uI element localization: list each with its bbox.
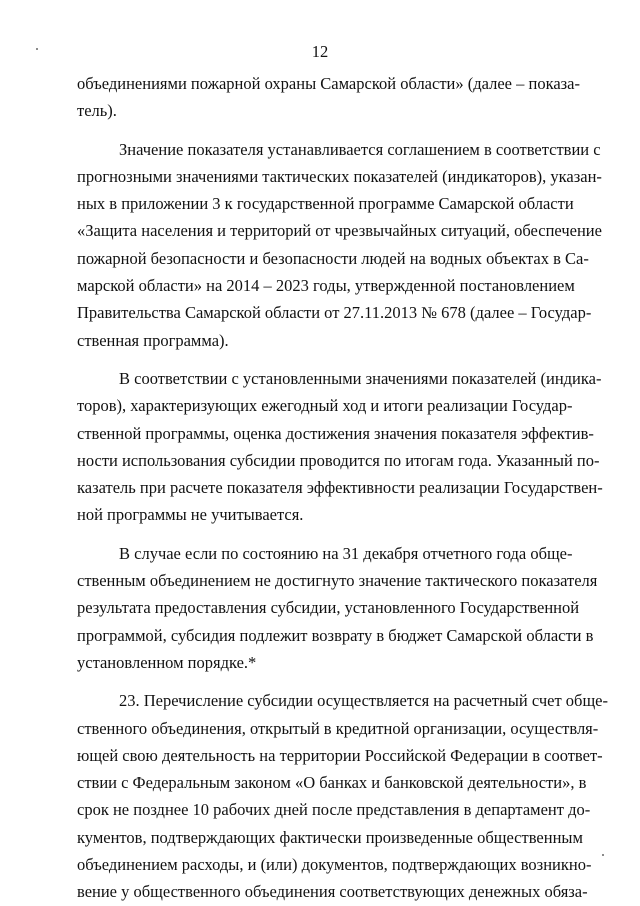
text-line: ных в приложении 3 к государственной программе Самарской области <box>77 194 574 214</box>
scan-speck <box>36 48 38 50</box>
text-line: результата предоставления субсидии, установленного Государственной <box>77 598 580 618</box>
text-line: установленном порядке.* <box>77 652 257 672</box>
text-line: ной программы не учитывается. <box>77 505 304 525</box>
text-line: ственного объединения, открытый в кредитной организации, осуществля- <box>77 718 599 738</box>
text-line: В соответствии с установленными значениями показателей (индика- <box>119 368 602 388</box>
paragraph-refund-condition <box>77 540 598 676</box>
text-line: «Защита населения и территорий от чрезвычайных ситуаций, обеспечение <box>77 221 602 241</box>
text-line: вение у общественного объединения соответствующих денежных обяза- <box>77 882 588 902</box>
text-line: 23. Перечисление субсидии осуществляется на расчетный счет обще- <box>119 691 608 711</box>
page-number: 12 <box>311 42 329 61</box>
paragraph-indicator-value <box>77 136 602 354</box>
text-line: объединениями пожарной охраны Самарской области» (далее – показа- <box>77 74 580 93</box>
text-line: Значение показателя устанавливается соглашением в соответствии с <box>119 139 601 159</box>
text-line: тель). <box>77 101 117 121</box>
text-line: марской области» на 2014 – 2023 годы, утвержденной постановлением <box>77 276 575 296</box>
text-line: В случае если по состоянию на 31 декабря отчетного года обще- <box>119 543 573 563</box>
text-line: ственным объединением не достигнуто значение тактического показателя <box>77 571 598 591</box>
text-line: кументов, подтверждающих фактически произведенные общественным <box>77 827 583 847</box>
document-body <box>77 70 608 906</box>
text-line: ствии с Федеральным законом «О банках и банковской деятельности», в <box>77 773 587 793</box>
text-line: ющей свою деятельность на территории Российской Федерации в соответ- <box>77 745 603 765</box>
text-line: прогнозными значениями тактических показателей (индикаторов), указан- <box>77 166 602 186</box>
text-line: Правительства Самарской области от 27.11.2013 № 678 (далее – Государ- <box>77 303 592 323</box>
paragraph-item-23 <box>77 687 608 905</box>
scan-speck <box>602 854 604 856</box>
paragraph-continuation <box>77 70 580 125</box>
paragraph-assessment <box>77 365 603 529</box>
text-line: казатель при расчете показателя эффективности реализации Государствен- <box>77 478 603 498</box>
text-line: срок не позднее 10 рабочих дней после представления в департамент до- <box>77 800 591 820</box>
text-line: ственной программы, оценка достижения значения показателя эффектив- <box>77 423 594 443</box>
text-line: программой, субсидия подлежит возврату в бюджет Самарской области в <box>77 625 594 645</box>
text-line: пожарной безопасности и безопасности людей на водных объектах в Са- <box>77 248 589 268</box>
text-line: ственная программа). <box>77 330 229 350</box>
text-line: объединением расходы, и (или) документов, подтверждающих возникно- <box>77 855 592 875</box>
text-line: торов), характеризующих ежегодный ход и итоги реализации Государ- <box>77 396 573 416</box>
text-line: ности использования субсидии проводится по итогам года. Указанный по- <box>77 450 600 470</box>
